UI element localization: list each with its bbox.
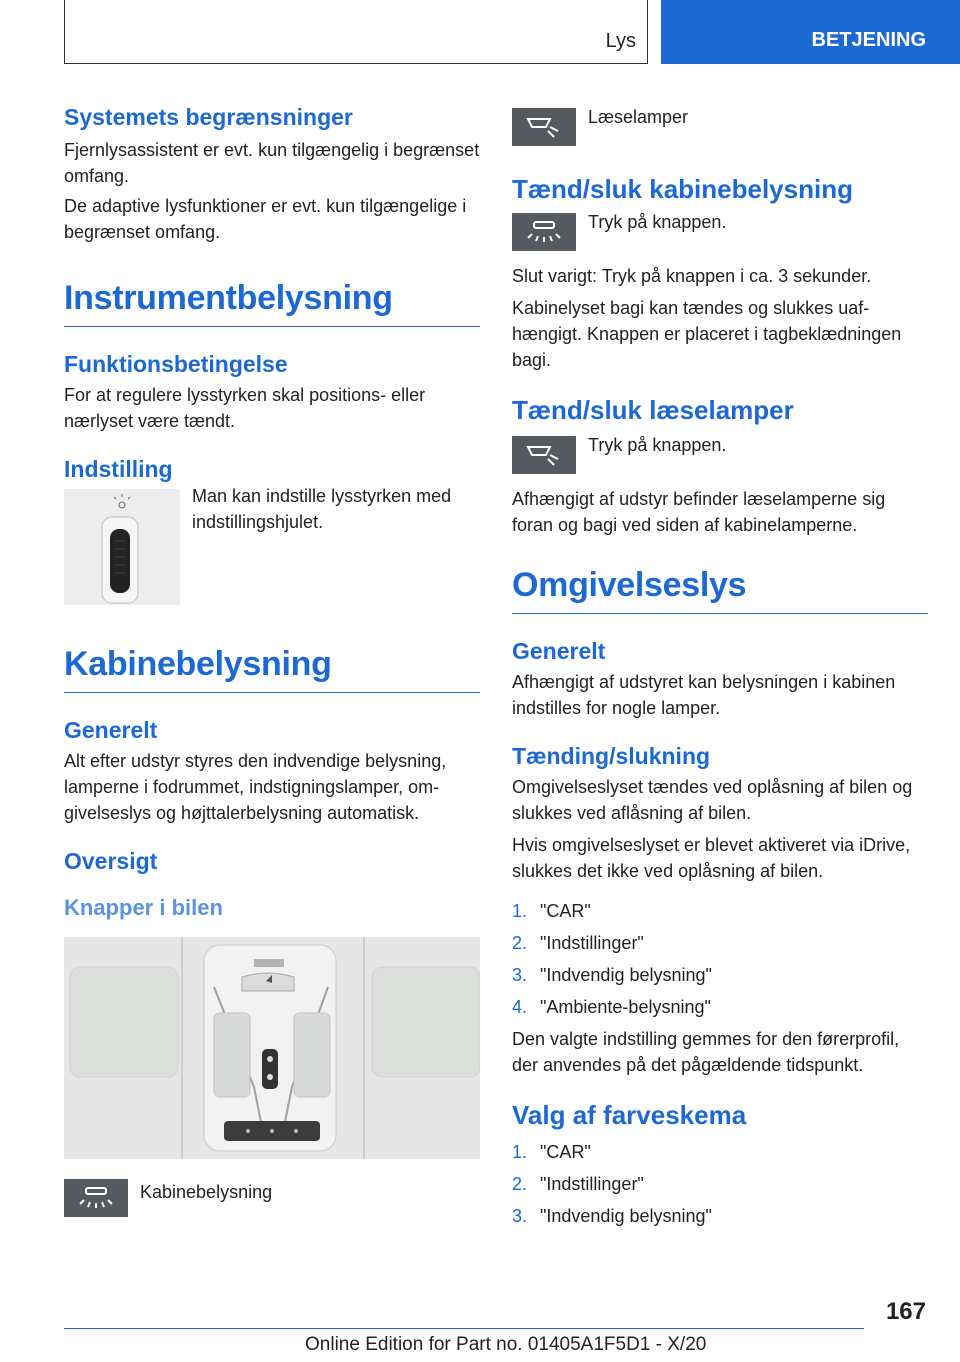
kabine-icon-row [64,1179,480,1217]
list-item: 2. "Indstillinger" [512,1174,644,1194]
after-list-text: Den valgte indstilling gemmes for den førerprofil, der anvendes på det pågældende tidspunkt. [512,1029,900,1075]
taend-kabine-p2: Kabinelyset bagi kan tændes og slukkes uafhængigt. Knappen er placeret i tagbeklædningen bagi. [512,298,902,370]
dimmer-wheel-image [64,489,180,605]
taend-laese-icon-text: Tryk på knappen. [588,435,727,455]
oversigt-heading: Oversigt [64,848,158,874]
color-scheme-steps-list [512,1139,928,1229]
systemets-p1: Fjernlysassistent er evt. kun tilgængelig i begrænset omfang. [64,140,480,186]
footer-edition: Online Edition for Part no. 01405A1F5D1 - X/20 [305,1334,707,1355]
list-item: 1. "CAR" [512,1142,591,1162]
omg-generelt-heading: Generelt [512,638,606,664]
omgivelses-heading: Omgivelseslys [512,566,928,614]
header-section-title: Lys [605,30,636,52]
taend-laese-heading: Tænd/sluk læselamper [512,395,794,425]
footer-divider [64,1328,864,1329]
indstilling-text: Man kan indstille lysstyrken med indstillingshjulet. [192,486,452,532]
omg-generelt-text: Afhængigt af udstyret kan belysningen i kabinen indstilles for nogle lamper. [512,672,896,718]
cabin-light-icon [64,1179,128,1217]
roof-console-image [64,937,480,1159]
header-box [64,0,648,64]
cabin-light-icon [512,213,576,251]
taending-heading: Tænding/slukning [512,743,711,769]
taending-p1: Omgivelseslyset tændes ved oplåsning af bilen og slukkes ved aflåsning af bilen. [512,777,913,823]
right-column [512,100,928,1235]
taend-kabine-heading: Tænd/sluk kabinebelysning [512,174,853,204]
taend-laese-row [512,436,928,474]
kabine-heading: Kabinebelysning [64,645,480,693]
list-item: 3. "Indvendig belysning" [512,965,712,985]
valg-heading: Valg af farveskema [512,1100,747,1130]
header-chapter-tab[interactable] [661,0,960,64]
taend-laese-p1: Afhængigt af udstyr befinder læselamperne sig foran og bagi ved siden af kabinelamperne. [512,489,886,535]
funktionsbetingelse-heading: Funktionsbetingelse [64,351,288,377]
funktionsbetingelse-text: For at regulere lysstyrken skal positions- eller nærlyset være tændt. [64,385,426,431]
taend-kabine-icon-text: Tryk på knappen. [588,212,727,232]
list-item: 1. "CAR" [512,901,591,921]
ambient-steps-list [512,898,928,1020]
systemets-heading: Systemets begrænsninger [64,104,353,130]
kabine-generelt-heading: Generelt [64,717,158,743]
taend-kabine-row [512,213,928,251]
list-item: 4. "Ambiente-belysning" [512,997,711,1017]
list-item: 2. "Indstillinger" [512,933,644,953]
systemets-p2: De adaptive lysfunktioner er evt. kun tilgængelige i begrænset omfang. [64,196,467,242]
taending-p2: Hvis omgivelseslyset er blevet aktiveret via iDrive, slukkes det ikke ved oplåsning af bilen. [512,835,911,881]
kabine-icon-label: Kabinebelysning [140,1182,273,1202]
kabine-generelt-text: Alt efter udstyr styres den indvendige belysning, lamperne i fodrummet, indstigningslamper, omgivelseslys og højttalerbelysning automatisk. [64,751,447,823]
left-column [64,100,480,1217]
chapter-tab-label: BETJENING [811,28,926,51]
reading-light-icon [512,436,576,474]
indstilling-row [64,486,480,605]
instrument-heading: Instrumentbelysning [64,279,480,327]
reading-light-icon [512,108,576,146]
list-item: 3. "Indvendig belysning" [512,1206,712,1226]
page-number: 167 [885,1298,926,1325]
indstilling-heading: Indstilling [64,456,173,482]
laeselamper-label: Læselamper [588,107,689,127]
laeselamper-icon-row [512,108,928,146]
knapper-heading: Knapper i bilen [64,895,223,920]
taend-kabine-p1: Slut varigt: Tryk på knappen i ca. 3 sekunder. [512,266,872,286]
